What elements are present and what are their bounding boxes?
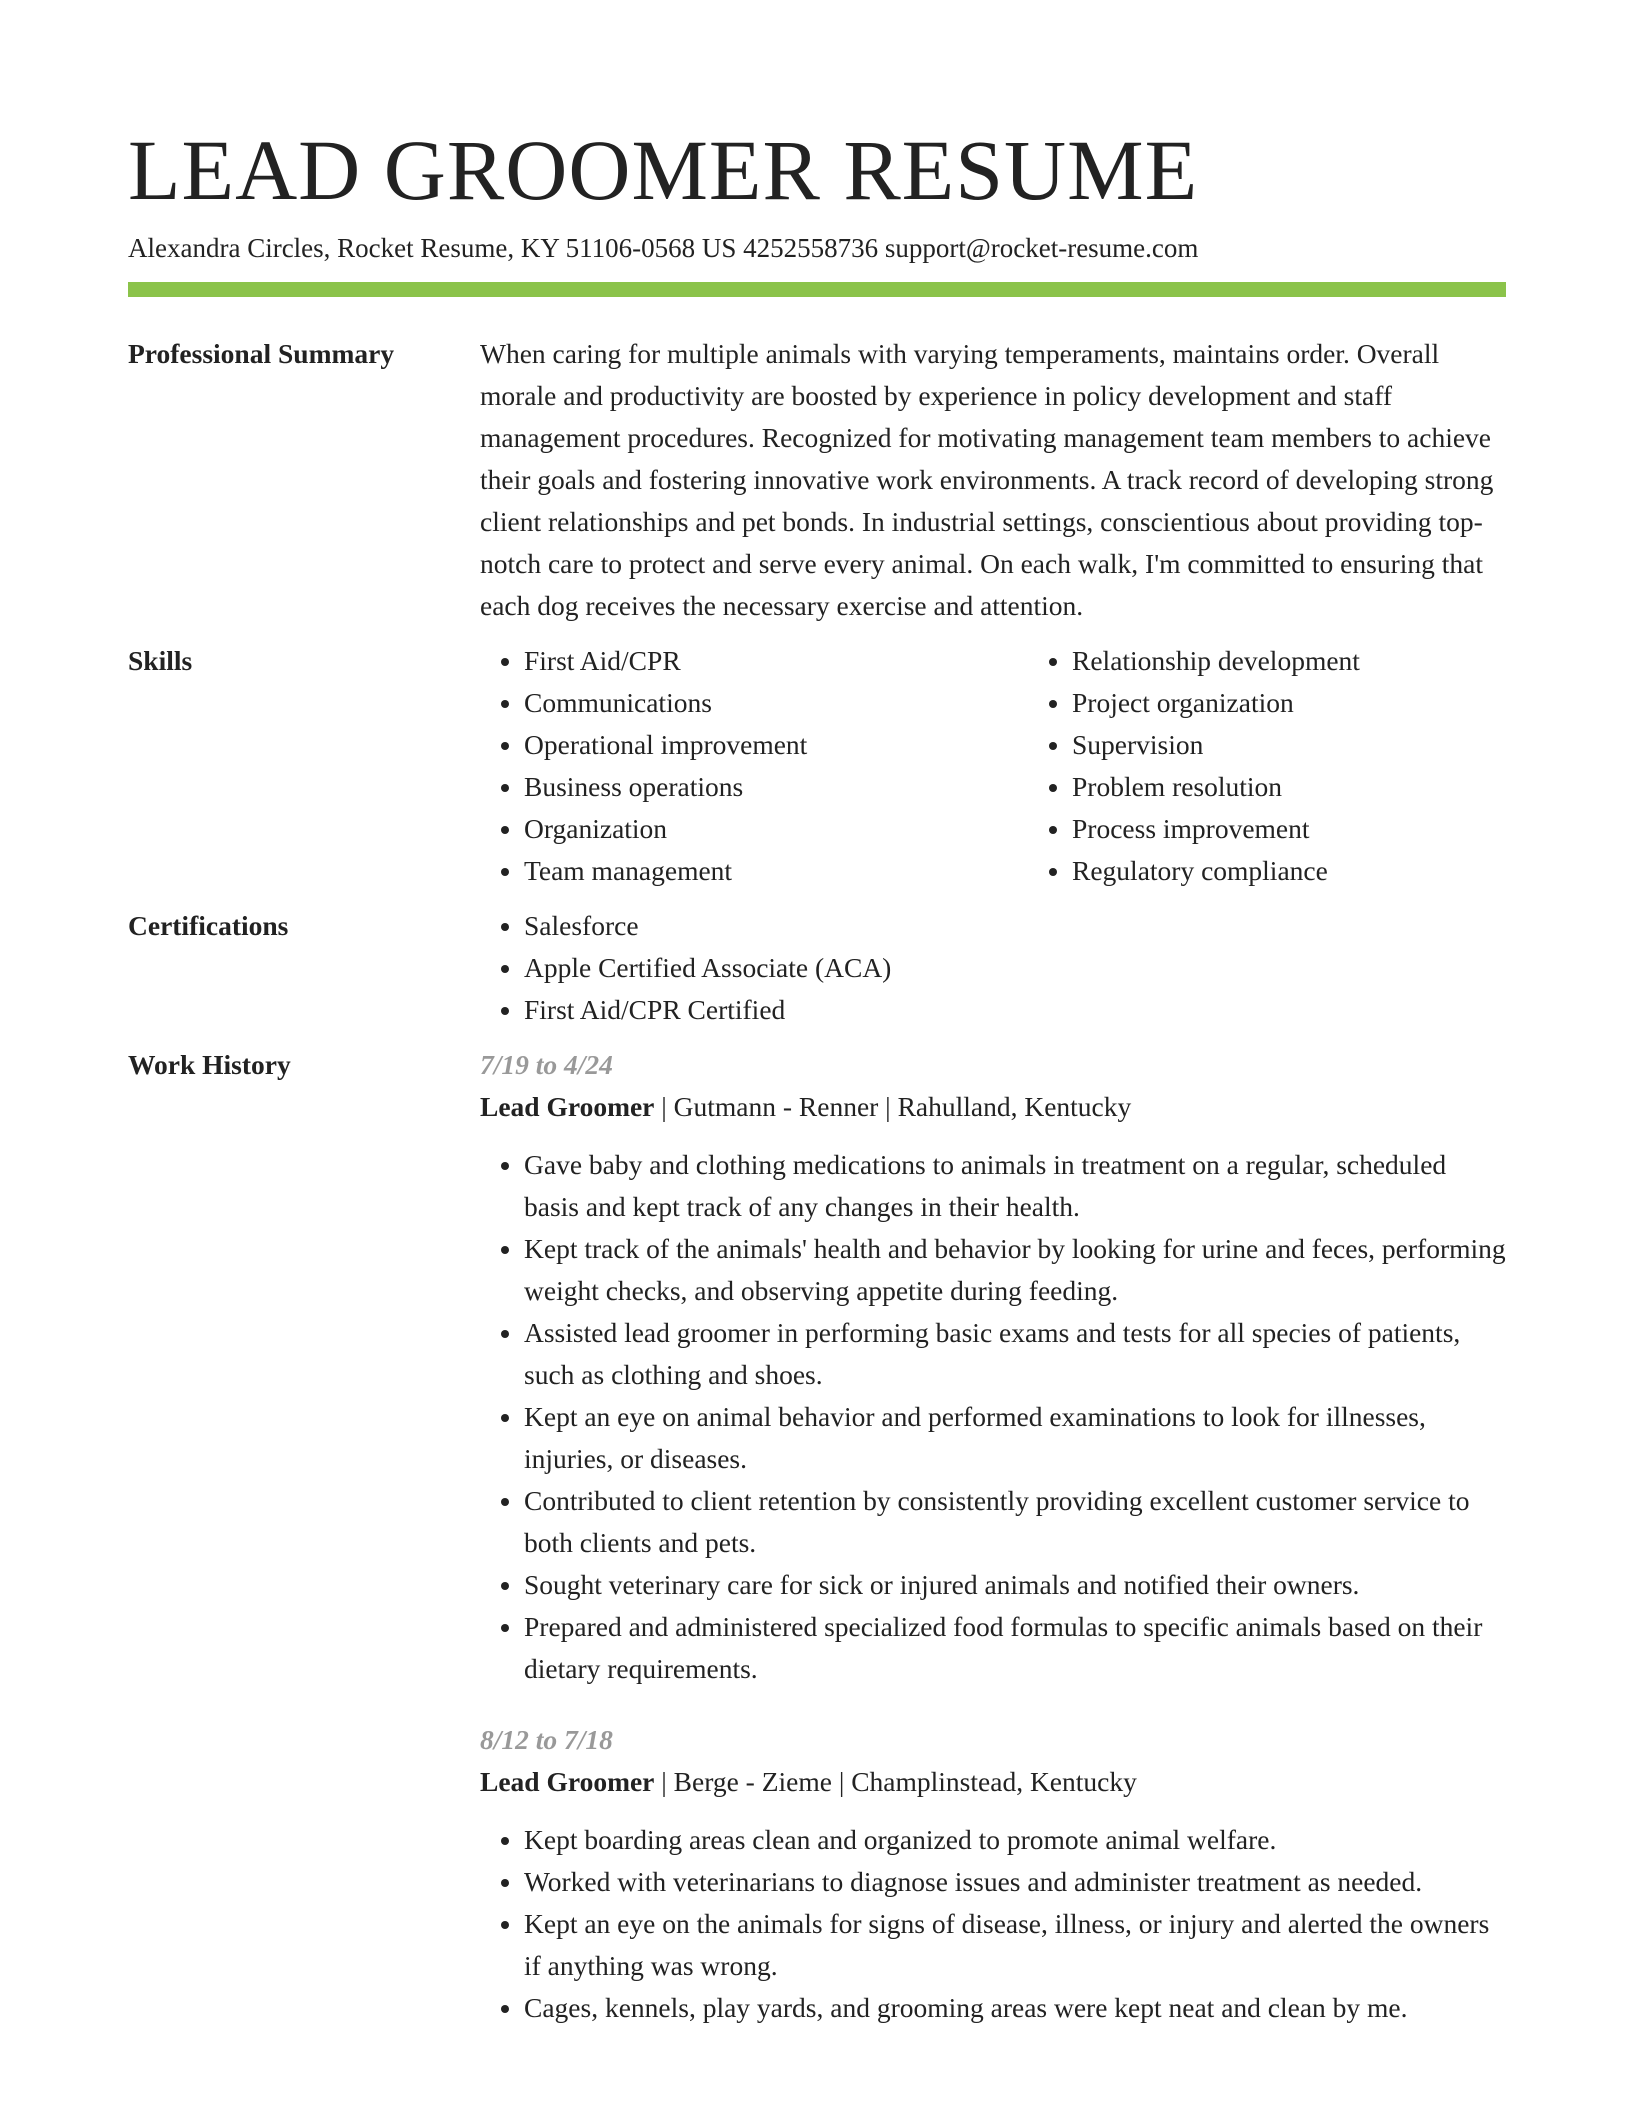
section-label-skills: Skills <box>128 645 193 676</box>
job-role: Lead Groomer <box>480 1091 655 1122</box>
work-history-section <box>128 1044 1506 2029</box>
resume-page <box>128 120 1506 2029</box>
job-dates: 8/12 to 7/18 <box>480 1724 613 1755</box>
skill-item: • Process improvement <box>1072 808 1576 850</box>
job-duty-item: • Cages, kennels, play yards, and grooming areas were kept neat and clean by me. <box>524 1987 1506 2029</box>
job-duty-item: • Kept an eye on animal behavior and performed examinations to look for illnesses, injuries, or diseases. <box>524 1396 1506 1480</box>
accent-divider <box>128 282 1506 297</box>
section-label-summary: Professional Summary <box>128 338 395 369</box>
skill-item: • Problem resolution <box>1072 766 1576 808</box>
certifications-section <box>128 905 1506 1031</box>
job-duty-item: • Kept an eye on the animals for signs of disease, illness, or injury and alerted the owners if anything was wrong. <box>524 1903 1506 1987</box>
job-duty-item: • Kept track of the animals' health and behavior by looking for urine and feces, performing weight checks, and observing appetite during feeding. <box>524 1228 1506 1312</box>
job-details: | Berge - Zieme | Champlinstead, Kentucky <box>654 1766 1137 1797</box>
job-details: | Gutmann - Renner | Rahulland, Kentucky <box>654 1091 1132 1122</box>
job-duty-item: • Kept boarding areas clean and organized to promote animal welfare. <box>524 1819 1506 1861</box>
job-entry <box>480 1044 1506 1690</box>
skills-section <box>128 640 1506 892</box>
job-duty-item: • Prepared and administered specialized food formulas to specific animals based on their dietary requirements. <box>524 1606 1506 1690</box>
summary-text: When caring for multiple animals with varying temperaments, maintains order. Overall morale and productivity are boosted by experience in policy development and staff management procedures. Recognized for motivating management team members to achieve their goals and fostering innovative work environments. A track record of developing strong client relationships and pet bonds. In industrial settings, conscientious about providing top-notch care to protect and serve every animal. On each walk, I'm committed to ensuring that each dog receives the necessary exercise and attention. <box>480 338 1494 621</box>
skill-item: • Team management <box>524 850 1028 892</box>
section-label-certifications: Certifications <box>128 910 289 941</box>
job-entry <box>480 1719 1506 2029</box>
summary-section <box>128 333 1506 627</box>
skills-list-left <box>480 640 1028 892</box>
job-title-line <box>480 1086 1506 1128</box>
skill-item: • Business operations <box>524 766 1028 808</box>
job-duties-list <box>480 1144 1506 1690</box>
certifications-list <box>480 905 1506 1031</box>
resume-title: LEAD GROOMER RESUME <box>128 122 1199 218</box>
certification-item: • Salesforce <box>524 905 1506 947</box>
skill-item: • Supervision <box>1072 724 1576 766</box>
job-duty-item: • Sought veterinary care for sick or injured animals and notified their owners. <box>524 1564 1506 1606</box>
skill-item: • Organization <box>524 808 1028 850</box>
skill-item: • Regulatory compliance <box>1072 850 1576 892</box>
job-duty-item: • Gave baby and clothing medications to animals in treatment on a regular, scheduled basis and kept track of any changes in their health. <box>524 1144 1506 1228</box>
job-dates: 7/19 to 4/24 <box>480 1049 613 1080</box>
skill-item: • Relationship development <box>1072 640 1576 682</box>
skill-item: • Communications <box>524 682 1028 724</box>
skill-item: • Project organization <box>1072 682 1576 724</box>
job-duty-item: • Assisted lead groomer in performing basic exams and tests for all species of patients, such as clothing and shoes. <box>524 1312 1506 1396</box>
job-duty-item: • Worked with veterinarians to diagnose issues and administer treatment as needed. <box>524 1861 1506 1903</box>
contact-line: Alexandra Circles, Rocket Resume, KY 51106-0568 US 4252558736 support@rocket-resume.com <box>128 233 1199 263</box>
section-label-work-history: Work History <box>128 1049 291 1080</box>
skill-item: • First Aid/CPR <box>524 640 1028 682</box>
job-title-line <box>480 1761 1506 1803</box>
skill-item: • Operational improvement <box>524 724 1028 766</box>
job-duties-list <box>480 1819 1506 2029</box>
job-duty-item: • Contributed to client retention by consistently providing excellent customer service to both clients and pets. <box>524 1480 1506 1564</box>
skills-list-right <box>1028 640 1576 892</box>
certification-item: • Apple Certified Associate (ACA) <box>524 947 1506 989</box>
certification-item: • First Aid/CPR Certified <box>524 989 1506 1031</box>
job-role: Lead Groomer <box>480 1766 655 1797</box>
